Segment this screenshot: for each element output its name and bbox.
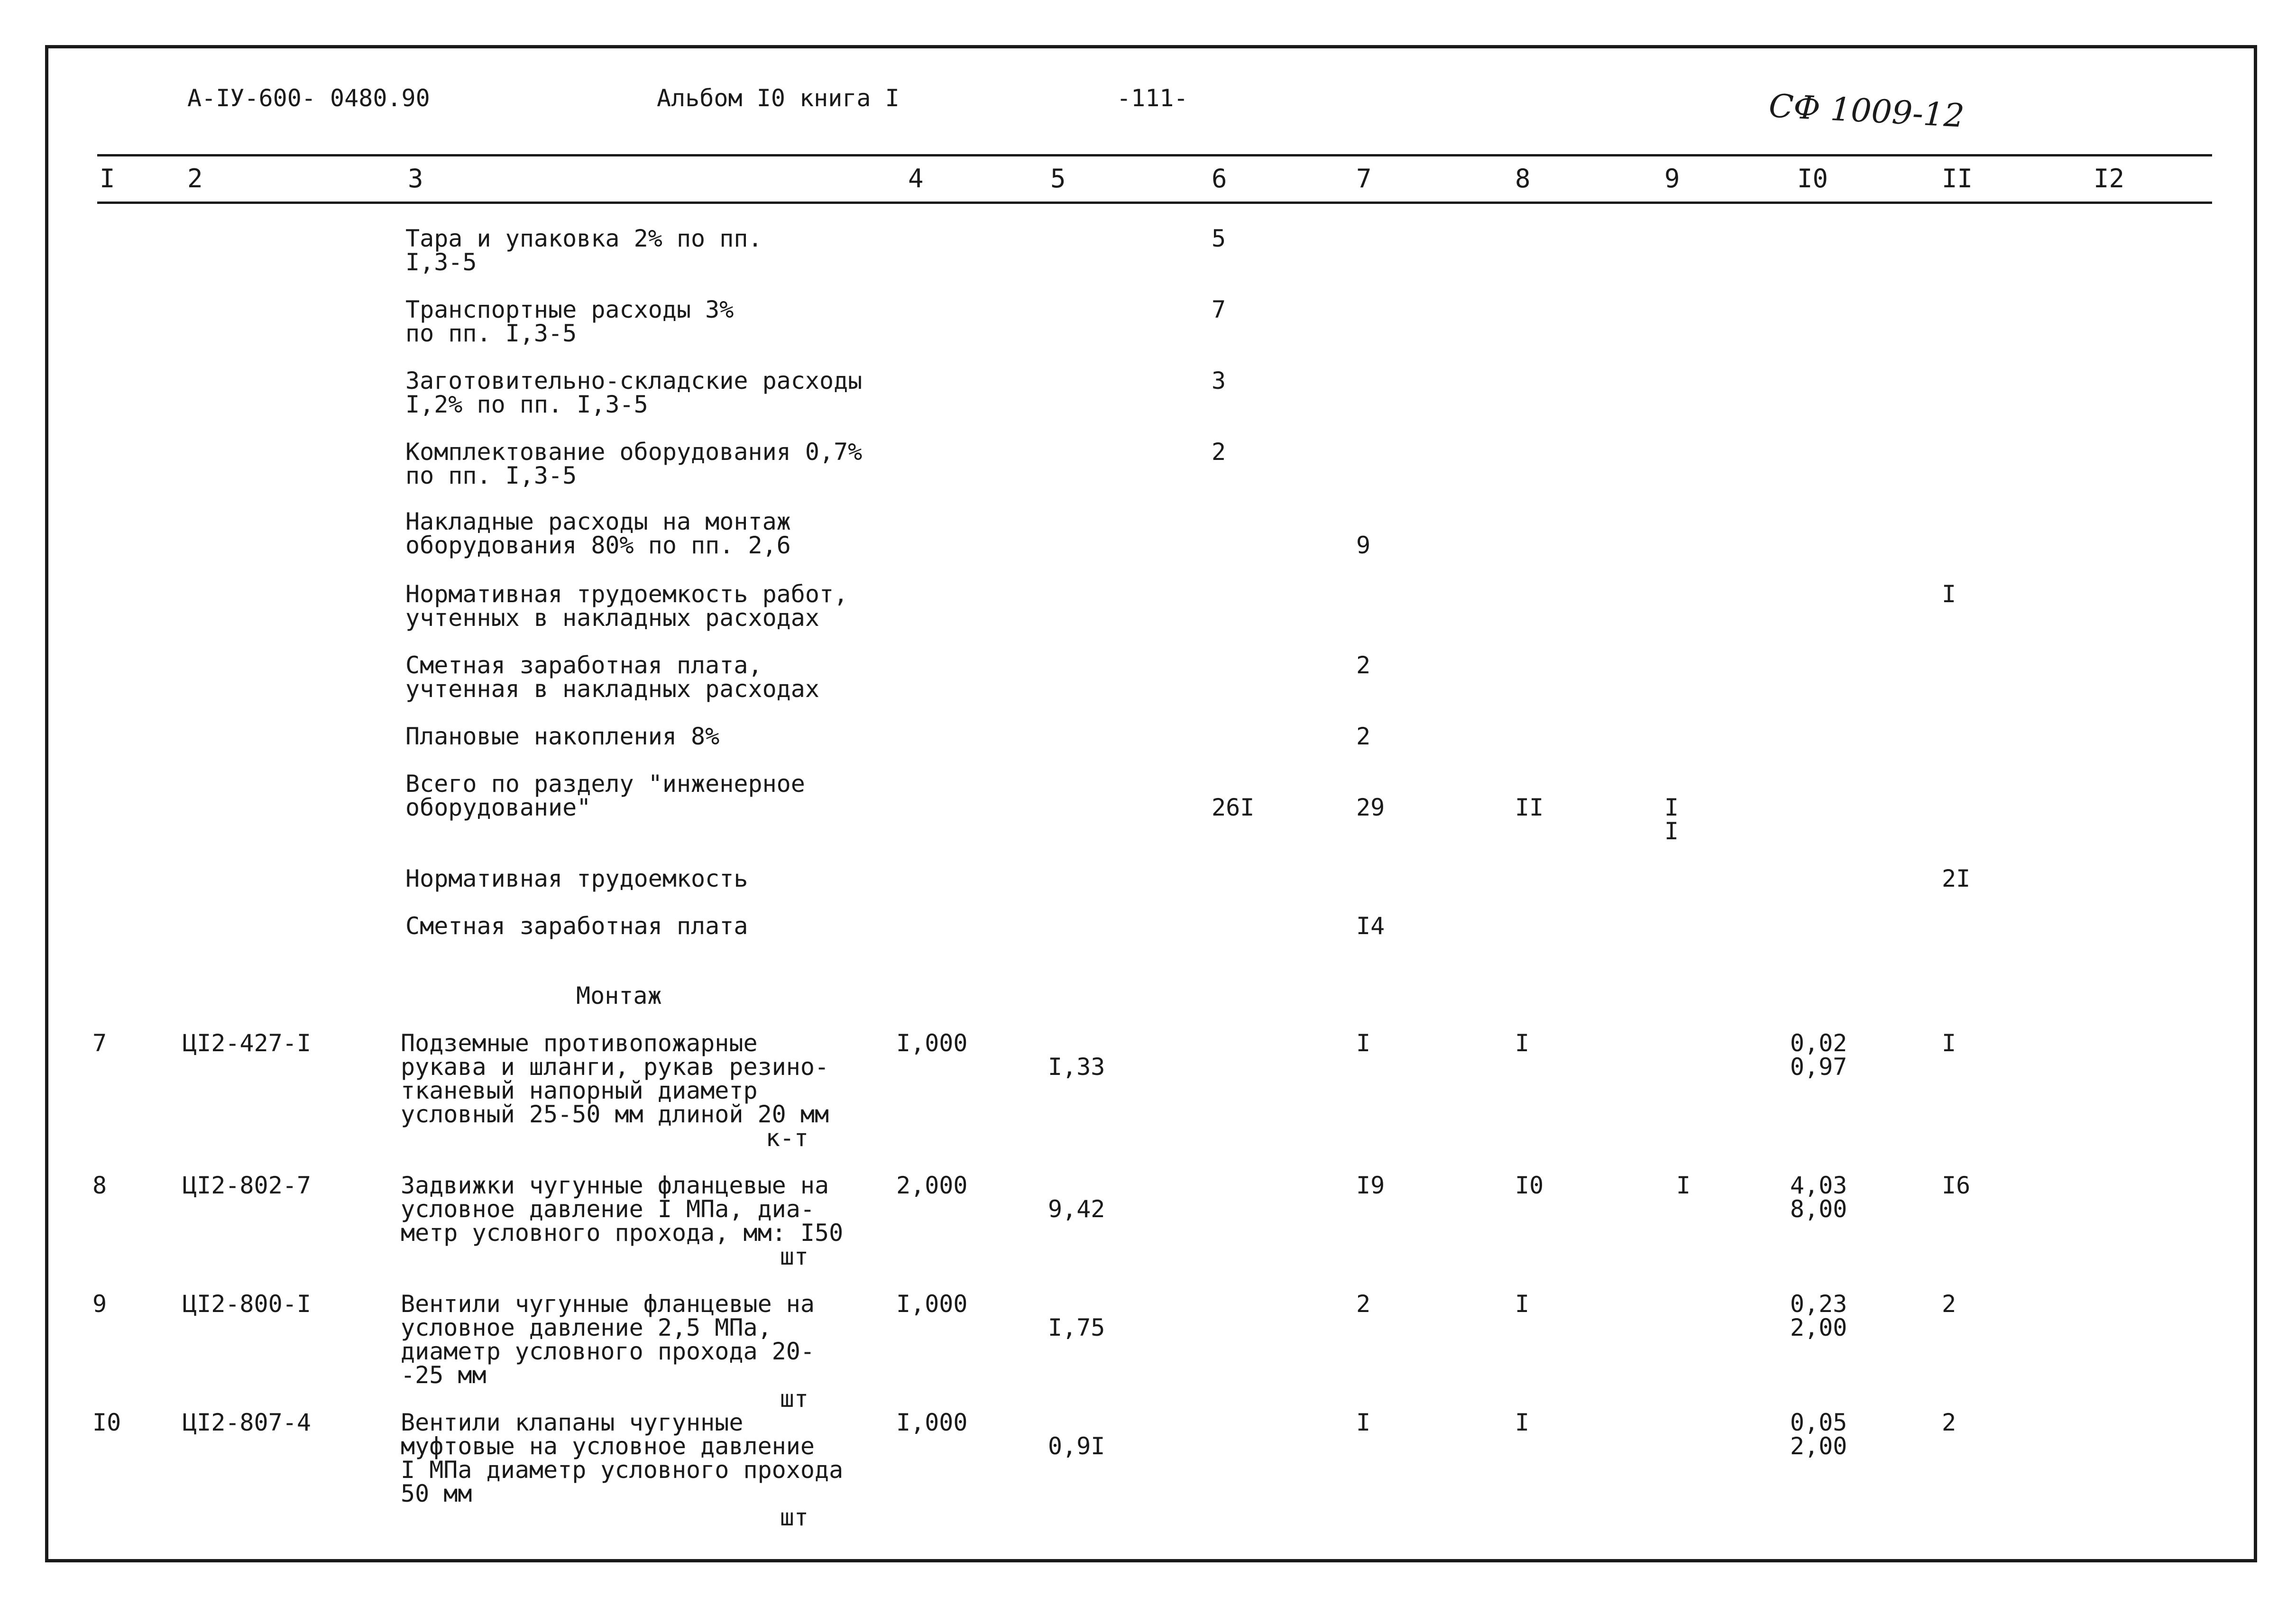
column-number: 3 xyxy=(408,164,423,193)
item-description: Задвижки чугунные фланцевые на условное давление I МПа, диа- метр условного прохода, мм: I50 шт xyxy=(401,1172,844,1270)
item-col7: 2 xyxy=(1356,1290,1371,1318)
item-unit: шт xyxy=(780,1385,808,1413)
item-col10-top: 4,03 xyxy=(1790,1172,1847,1199)
item-col11: I6 xyxy=(1942,1172,1971,1199)
item-code: ЦI2-802-7 xyxy=(183,1172,311,1199)
summary-value-c7: 2 xyxy=(1356,723,1371,750)
column-number: 5 xyxy=(1050,164,1066,193)
item-unit-price: I,33 xyxy=(1048,1053,1105,1081)
item-col8: I0 xyxy=(1515,1172,1544,1199)
summary-value-c6: 26I xyxy=(1212,794,1255,821)
summary-row-label: Комплектование оборудования 0,7% по пп. I,3-5 xyxy=(405,438,863,489)
item-code: ЦI2-427-I xyxy=(183,1029,311,1057)
column-number: 8 xyxy=(1515,164,1531,193)
item-col7: I9 xyxy=(1356,1172,1385,1199)
item-col8: I xyxy=(1515,1290,1530,1318)
item-col10-bottom: 2,00 xyxy=(1790,1432,1847,1460)
summary-row-label: Плановые накопления 8% xyxy=(405,723,720,750)
item-unit-price: 0,9I xyxy=(1048,1432,1105,1460)
item-col8: I xyxy=(1515,1029,1530,1057)
summary-row-label: Всего по разделу "инженерное оборудование" xyxy=(405,770,805,821)
item-col10-top: 0,05 xyxy=(1790,1409,1847,1436)
column-number: 7 xyxy=(1356,164,1372,193)
column-number: I xyxy=(100,164,115,193)
item-col7: I xyxy=(1356,1409,1371,1436)
summary-value-c7: 2 xyxy=(1356,651,1371,679)
item-number: 9 xyxy=(92,1290,107,1318)
item-col11: I xyxy=(1942,1029,1956,1057)
summary-row-label: Накладные расходы на монтаж оборудования 80% по пп. 2,6 xyxy=(405,508,791,559)
column-number: I0 xyxy=(1797,164,1828,193)
item-code: ЦI2-800-I xyxy=(183,1290,311,1318)
summary-value-c6: 7 xyxy=(1212,296,1226,323)
column-number: 4 xyxy=(908,164,924,193)
item-number: 7 xyxy=(92,1029,107,1057)
item-quantity: 2,000 xyxy=(896,1172,968,1199)
item-number: 8 xyxy=(92,1172,107,1199)
item-description: Подземные противопожарные рукава и шланги, рукав резино- тканевый напорный диаметр условный 25-50 мм длиной 20 мм к-т xyxy=(401,1029,829,1152)
handwritten-stamp: СФ 1009-12 xyxy=(1768,87,1965,135)
summary-row-label: Транспортные расходы 3% по пп. I,3-5 xyxy=(405,296,734,347)
summary-value-c9-bottom: I xyxy=(1664,817,1679,845)
item-col11: 2 xyxy=(1942,1290,1956,1318)
item-unit-price: 9,42 xyxy=(1048,1195,1105,1223)
summary-value-c11: I xyxy=(1942,580,1956,608)
item-col10-top: 0,23 xyxy=(1790,1290,1847,1318)
page-number: -111- xyxy=(1117,84,1188,112)
summary-value-c6: 3 xyxy=(1212,367,1226,395)
column-number: I2 xyxy=(2094,164,2125,193)
item-description: Вентили клапаны чугунные муфтовые на условное давление I МПа диаметр условного прохода 50 мм шт xyxy=(401,1409,844,1531)
column-number: 2 xyxy=(187,164,203,193)
album-title: Альбом I0 книга I xyxy=(657,84,900,112)
header-rule-bottom xyxy=(97,202,2212,204)
item-unit-price: I,75 xyxy=(1048,1314,1105,1341)
column-number: 9 xyxy=(1664,164,1680,193)
item-unit: шт xyxy=(780,1243,808,1270)
item-col10-bottom: 2,00 xyxy=(1790,1314,1847,1341)
item-col11: 2 xyxy=(1942,1409,1956,1436)
column-number: 6 xyxy=(1212,164,1227,193)
summary-value-c7: 29 xyxy=(1356,794,1385,821)
summary-value-c6: 2 xyxy=(1212,438,1226,466)
item-unit: шт xyxy=(780,1504,808,1531)
header-rule-top xyxy=(97,154,2212,156)
summary-value-c7: I4 xyxy=(1356,912,1385,940)
item-code: ЦI2-807-4 xyxy=(183,1409,311,1436)
summary-row-label: Нормативная трудоемкость работ, учтенных в накладных расходах xyxy=(405,580,848,632)
item-number: I0 xyxy=(92,1409,121,1436)
summary-row-label: Сметная заработная плата, учтенная в накладных расходах xyxy=(405,651,819,703)
section-title: Монтаж xyxy=(576,982,662,1009)
item-col8: I xyxy=(1515,1409,1530,1436)
item-description: Вентили чугунные фланцевые на условное давление 2,5 МПа, диаметр условного прохода 20- -25 мм шт xyxy=(401,1290,815,1413)
item-col10-top: 0,02 xyxy=(1790,1029,1847,1057)
document-code: А-IУ-600- 0480.90 xyxy=(187,84,430,112)
item-unit: к-т xyxy=(765,1124,808,1152)
summary-row-label: Заготовительно-складские расходы I,2% по пп. I,3-5 xyxy=(405,367,863,418)
summary-value-c7: 9 xyxy=(1356,532,1371,559)
summary-row-label: Сметная заработная плата xyxy=(405,912,748,940)
summary-value-c6: 5 xyxy=(1212,225,1226,252)
item-col10-bottom: 0,97 xyxy=(1790,1053,1847,1081)
item-col9: I xyxy=(1676,1172,1691,1199)
item-quantity: I,000 xyxy=(896,1409,968,1436)
summary-value-c8: II xyxy=(1515,794,1544,821)
item-col10-bottom: 8,00 xyxy=(1790,1195,1847,1223)
summary-row-label: Нормативная трудоемкость xyxy=(405,865,748,892)
summary-value-c11: 2I xyxy=(1942,865,1971,892)
item-quantity: I,000 xyxy=(896,1290,968,1318)
column-number: II xyxy=(1942,164,1973,193)
page-frame xyxy=(45,45,2257,1562)
summary-value-c9-top: I xyxy=(1664,794,1679,821)
summary-row-label: Тара и упаковка 2% по пп. I,3-5 xyxy=(405,225,762,276)
item-quantity: I,000 xyxy=(896,1029,968,1057)
item-col7: I xyxy=(1356,1029,1371,1057)
